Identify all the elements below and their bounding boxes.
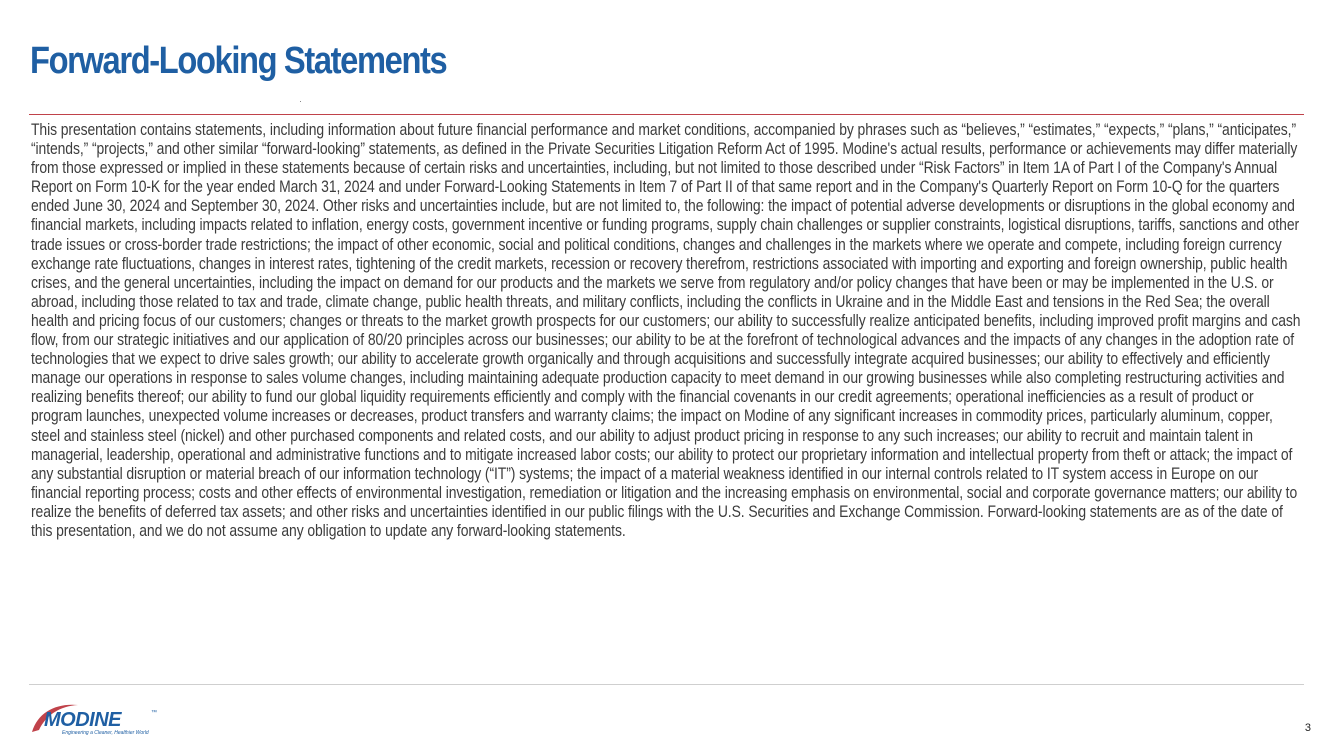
disclaimer-text: This presentation contains statements, including information about future financial performance and market conditions, accompanied by phrases such as “believes,” “estimates,” “expects,” “plans,” “anticipates,” “intends,” “projects,” and other similar “forward-looking” statements, as defined in the Private Securities Litigation Reform Act of 1995. Modine's actual results, performance or achievements may differ materially from those expressed or implied in these statements because of certain risks and uncertainties, including, but not limited to those described under “Risk Factors” in Item 1A of Part I of the Company's Annual Report on Form 10-K for the year ended March 31, 2024 and under Forward-Looking Statements in Item 7 of Part II of that same report and in the Company's Quarterly Report on Form 10-Q for the quarters ended June 30, 2024 and September 30, 2024. Other risks and uncertainties include, but are not limited to, the following: the impact of potential adverse developments or disruptions in the global economy and financial markets, including impacts related to inflation, energy costs, government incentive or funding programs, supply chain challenges or supplier constraints, logistical disruptions, tariffs, sanctions and other trade issues or cross-border trade restrictions; the impact of other economic, social and political conditions, changes and challenges in the markets where we operate and compete, including foreign currency exchange rate fluctuations, changes in interest rates, tightening of the credit markets, recession or recovery therefrom, restrictions associated with importing and exporting and foreign ownership, public health crises, and the general uncertainties, including the impact on demand for our products and the markets we serve from regulatory and/or policy changes that have been or may be implemented in the U.S. or abroad, including those related to tax and trade, climate change, public health threats, and military conflicts, including the conflicts in Ukraine and in the Middle East and tensions in the Red Sea; the overall health and pricing focus of our customers; changes or threats to the market growth prospects for our customers; our ability to successfully realize anticipated benefits, including improved profit margins and cash flow, from our strategic initiatives and our application of 80/20 principles across our businesses; our ability to be at the forefront of technological advances and the impacts of any changes in the adoption rate of technologies that we expect to drive sales growth; our ability to accelerate growth organically and through acquisitions and successfully integrate acquired businesses; our ability to effectively and efficiently manage our operations in response to sales volume changes, including maintaining adequate production capacity to meet demand in our growing businesses while also completing restructuring activities and realizing benefits thereof; our ability to fund our global liquidity requirements efficiently and comply with the financial covenants in our credit agreements; operational inefficiencies as a result of product or program launches, unexpected volume increases or decreases, product transfers and warranty claims; the impact on Modine of any significant increases in commodity prices, particularly aluminum, copper, steel and stainless steel (nickel) and other purchased components and related costs, and our ability to adjust product pricing in response to any such increases; our ability to recruit and maintain talent in managerial, leadership, operational and administrative functions and to mitigate increased labor costs; our ability to protect our proprietary information and intellectual property from theft or attack; the impact of any substantial disruption or material breach of our information technology (“IT”) systems; the impact of a material weakness identified in our internal controls related to IT system access in Europe on our financial reporting process; costs and other effects of environmental investigation, remediation or litigation and the increasing emphasis on environmental, social and corporate governance matters; our ability to realize the benefits of deferred tax assets; and other risks and uncertainties identified in our public filings with the U.S. Securities and Exchange Commission. Forward-looking statements are as of the date of this presentation, and we do not assume any obligation to update any forward-looking statements. — [31, 121, 1301, 540]
svg-text:™: ™ — [151, 710, 157, 716]
slide-title: Forward-Looking Statements — [30, 40, 447, 82]
stray-dot — [300, 101, 301, 102]
logo-wordmark: MODINE — [44, 709, 121, 731]
title-divider — [29, 114, 1304, 115]
page-number: 3 — [1304, 722, 1311, 734]
modine-logo — [30, 698, 160, 738]
footer-divider — [29, 684, 1304, 685]
logo-tagline: Engineering a Cleaner, Healthier World — [62, 730, 149, 736]
modine-swoosh-icon — [30, 698, 160, 738]
